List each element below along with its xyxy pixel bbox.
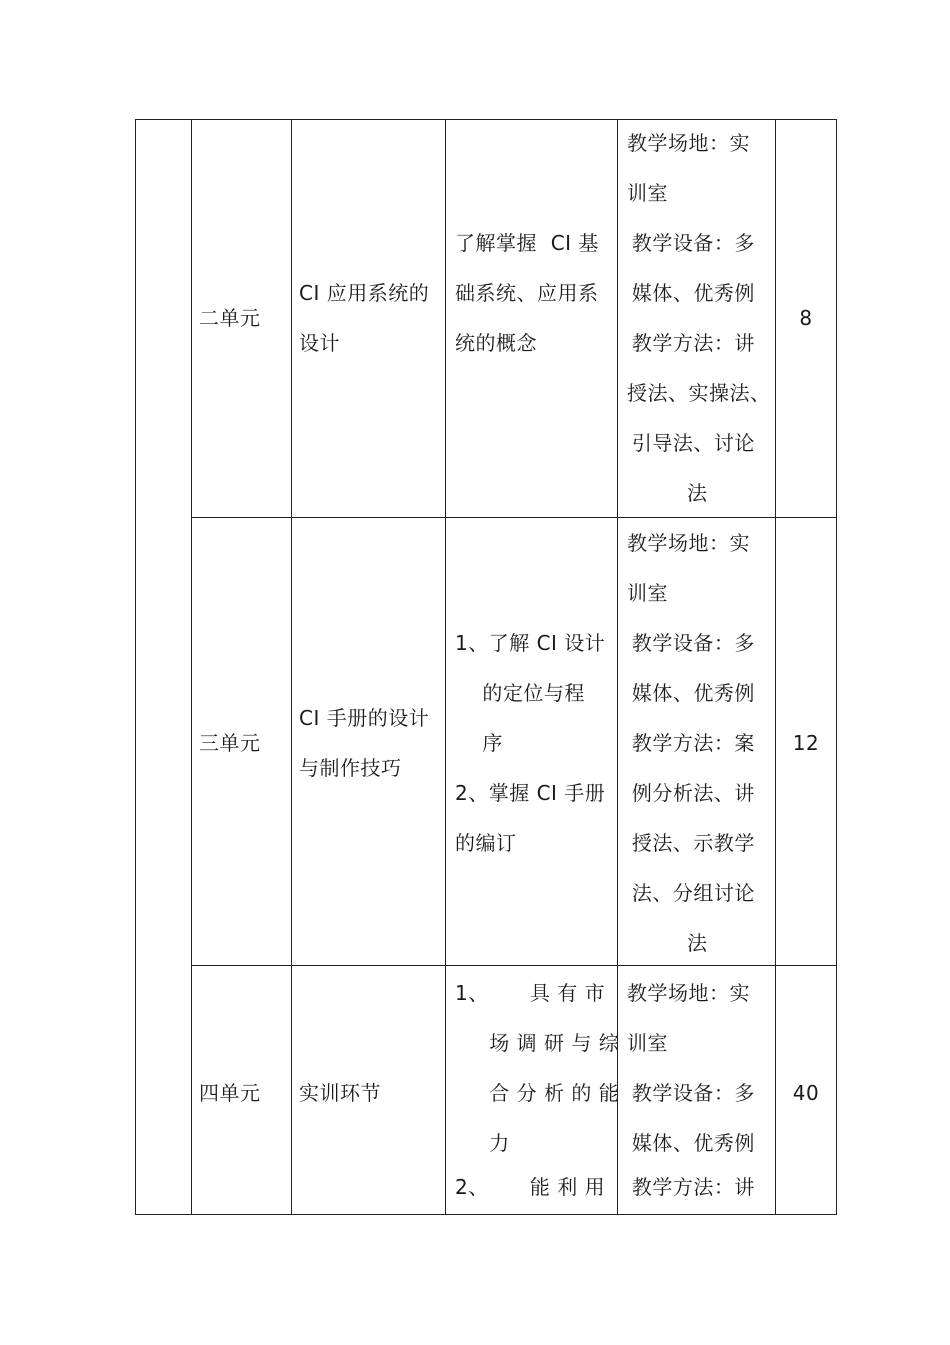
hours-cell: 8 (799, 306, 813, 330)
goals-line: 2、 能 利 用 (455, 1175, 606, 1199)
goals-line: 了解掌握 CI 基 (455, 231, 599, 255)
methods-line: 引导法、讨论 (625, 431, 755, 455)
methods-line: 训室 (627, 1031, 668, 1055)
unit-cell: 二单元 (199, 306, 261, 330)
goals-line: 的编订 (455, 831, 517, 855)
methods-line: 教学方法：讲 (625, 1175, 755, 1199)
goals-line: 力 (455, 1131, 510, 1155)
methods-line: 媒体、优秀例 (625, 1131, 755, 1155)
methods-line: 教学场地：实 (627, 131, 750, 155)
goals-line: 1、了解 CI 设计 (455, 631, 606, 655)
hours-cell: 12 (792, 731, 820, 755)
methods-line: 法 (687, 931, 708, 955)
methods-line: 训室 (627, 581, 668, 605)
content-line: CI 应用系统的 (299, 281, 430, 305)
table-divider (445, 119, 446, 1215)
methods-line: 教学场地：实 (627, 531, 750, 555)
content-line: 与制作技巧 (299, 756, 402, 780)
methods-line: 法、分组讨论 (625, 881, 755, 905)
table-divider (775, 119, 776, 1215)
methods-line: 教学设备：多 (625, 631, 755, 655)
content-line: 实训环节 (299, 1081, 381, 1105)
content-line: 设计 (299, 331, 340, 355)
table-border-right (836, 119, 837, 1215)
methods-line: 授法、实操法、 (627, 381, 771, 405)
hours-cell: 40 (792, 1081, 820, 1105)
methods-line: 教学设备：多 (625, 1081, 755, 1105)
methods-line: 教学设备：多 (625, 231, 755, 255)
methods-line: 教学方法：讲 (625, 331, 755, 355)
goals-line: 1、 具 有 市 (455, 981, 606, 1005)
content-line: CI 手册的设计 (299, 706, 430, 730)
methods-line: 媒体、优秀例 (625, 681, 755, 705)
table-divider (291, 119, 292, 1215)
methods-line: 例分析法、讲 (625, 781, 755, 805)
goals-line: 合 分 析 的 能 (455, 1081, 620, 1105)
goals-line: 序 (455, 731, 503, 755)
goals-line: 场 调 研 与 综 (455, 1031, 620, 1055)
table-divider (191, 119, 192, 1215)
methods-line: 媒体、优秀例 (625, 281, 755, 305)
methods-line: 教学方法：案 (625, 731, 755, 755)
goals-line: 础系统、应用系 (455, 281, 599, 305)
unit-cell: 四单元 (199, 1081, 261, 1105)
methods-line: 授法、示教学 (625, 831, 755, 855)
table-border-left (135, 119, 136, 1215)
methods-line: 训室 (627, 181, 668, 205)
table-border-bottom (135, 1214, 837, 1215)
goals-line: 2、掌握 CI 手册 (455, 781, 606, 805)
methods-line: 教学场地：实 (627, 981, 750, 1005)
row-divider (191, 965, 837, 966)
goals-line: 统的概念 (455, 331, 537, 355)
unit-cell: 三单元 (199, 731, 261, 755)
methods-line: 法 (687, 481, 708, 505)
goals-line: 的定位与程 (455, 681, 585, 705)
